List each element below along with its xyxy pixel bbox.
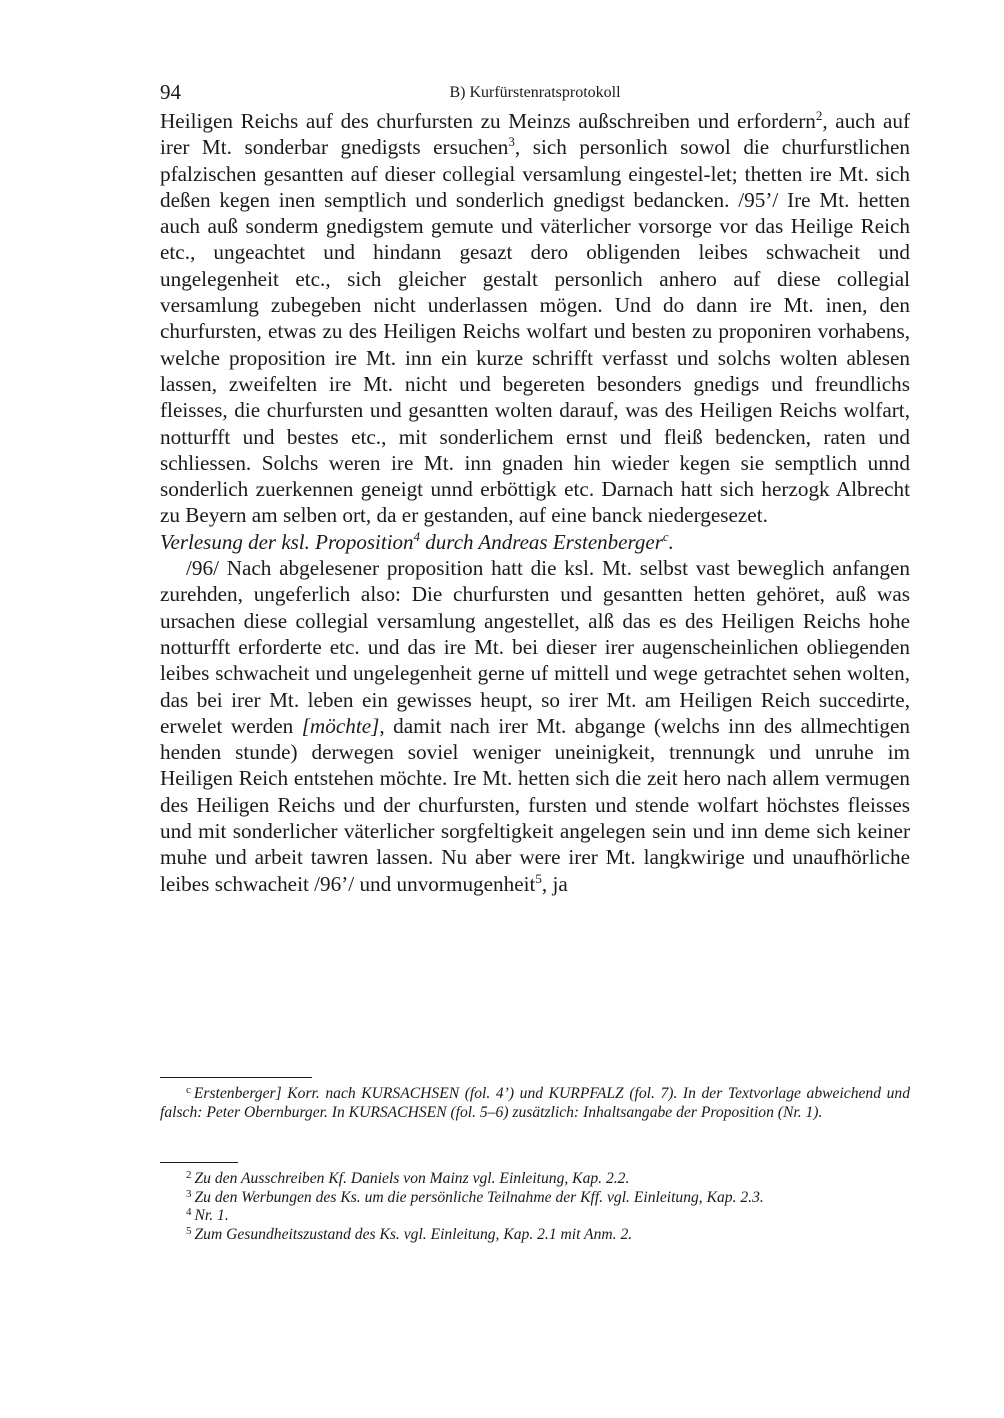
paragraph-1-text-a: Heiligen Reichs auf des churfursten zu Meinzs außschreiben und erfordern (160, 109, 816, 133)
critical-note-mark: c (186, 1084, 191, 1096)
main-text (160, 108, 910, 897)
paragraph-2 (160, 555, 910, 897)
page-header (160, 78, 910, 108)
footnote-mark: 4 (186, 1206, 192, 1219)
paragraph-1 (160, 108, 910, 529)
critical-note-ref-c: c (662, 528, 669, 544)
critical-apparatus (160, 1077, 910, 1122)
section-heading-text-c: . (668, 529, 674, 554)
footnote-ref-5: 5 (535, 870, 542, 886)
footnote-3 (186, 1189, 910, 1208)
running-head: B) Kurfürstenratsprotokoll (449, 84, 621, 101)
footnote-2 (186, 1170, 910, 1189)
footnote-text: Zum Gesundheitszustand des Ks. vgl. Einleitung, Kap. 2.1 mit Anm. 2. (194, 1226, 633, 1244)
footnote-4 (186, 1207, 910, 1226)
critical-note-text: Erstenberger] Korr. nach KURSACHSEN (fol. 4’) und KURPFALZ (fol. 7). In der Textvorlage abweichend und falsch: Peter Obernburger. In KURSACHSEN (fol. 5–6) zusätzlich: Inhaltsangabe der Proposition (Nr. 1). (160, 1085, 910, 1121)
editorial-insertion: [möchte] (301, 713, 380, 738)
section-heading (160, 529, 910, 555)
footnote-ref-2: 2 (815, 108, 823, 123)
critical-note-c (160, 1085, 910, 1122)
footnote-ref-4: 4 (413, 528, 421, 544)
footnote-5 (186, 1226, 910, 1245)
footnote-text: Zu den Werbungen des Ks. um die persönliche Teilnahme der Kff. vgl. Einleitung, Kap. 2.3. (194, 1188, 764, 1206)
footnotes (160, 1162, 910, 1245)
paragraph-2-text-b: , damit nach irer Mt. abgange (welchs inn des allmechtigen henden stunde) derwegen soviel weniger uneinigkeit, trennungk und unruhe im Heiligen Reich entstehen möchte. Ire Mt. hetten sich die zeit hero nach allem vermugen des Heiligen Reichs und der churfursten, fursten und stende wolfart höchstes fleisses und mit sonderlicher väterlicher sorgfeltigkeit angelegen sein und inn deme sich keiner muhe und arbeit tawren lassen. Nu aber were irer Mt. langkwirige und unaufhörliche leibes schwacheit /96’/ und unvormugenheit (160, 713, 910, 896)
section-heading-text-a: Verlesung der ksl. Proposition (160, 529, 414, 554)
paragraph-2-text-c: , ja (541, 871, 568, 896)
footnotes-rule (160, 1162, 238, 1163)
footnote-mark: 3 (186, 1187, 192, 1200)
section-heading-text-b: durch Andreas Erstenberger (420, 529, 663, 554)
footnote-text: Zu den Ausschreiben Kf. Daniels von Mainz vgl. Einleitung, Kap. 2.2. (194, 1170, 630, 1187)
footnote-text: Nr. 1. (194, 1207, 229, 1225)
paragraph-2-text-a: /96/ Nach abgelesener proposition hatt die ksl. Mt. selbst vast beweglich anfangen zurehden, ungeferlich also: Die churfursten und gesantten hetten gehöret, auß was ursachen diese collegial versamlung angestellet, alß das es des Heiligen Reichs hohe notturfft erforderte etc. und das ire Mt. bei dieser irer augenscheinlichen obliegenden leibes schwacheit und ungelegenheit gerne uf mittell und wege getrachtet sehen wolten, das bei irer Mt. leben ein gewisses heupt, so irer Mt. am Heiligen Reich succedirte, erwelet werden (160, 556, 910, 738)
paragraph-1-text-b: , auch auf irer Mt. sonderbar gnedigsts ersuchen (160, 109, 910, 160)
footnote-mark: 2 (186, 1169, 192, 1181)
page (160, 78, 910, 897)
footnote-mark: 5 (186, 1225, 192, 1238)
critical-apparatus-rule (160, 1077, 312, 1078)
footnote-ref-3: 3 (508, 134, 515, 150)
page-number: 94 (160, 80, 181, 104)
paragraph-1-text-c: , sich personlich sowol die churfurstlichen pfalzischen gesantten auf dieser collegial versamlung eingestel-let; thetten ire Mt. sich deßen kegen inen semptlich und sonderlich gnedigst bedancken. /95’/ Ire Mt. hetten auch auß sonderm gnedigstem gemute und väterlicher vorsorge vor das Heilige Reich etc., ungeachtet und hindann gesazt dero obligenden leibes schwacheit und ungelegenheit etc., sich gleicher gestalt personlich anhero auf diese collegial versamlung zubegeben nicht underlassen mögen. Und do dann ire Mt. inen, den churfursten, etwas zu des Heiligen Reichs wolfart und besten zu proponiren vorhabens, welche proposition ire Mt. inn ein kurze schrifft verfasst und solchs wolten ablesen lassen, zweifelten ire Mt. nicht und begereten besonders gnedigs und freundlichs fleisses, die churfursten und gesantten wolten darauf, was des Heiligen Reichs wolfart, notturfft und bestes etc., mit sonderlichem ernst und fleiß bedencken, raten und schliessen. Solchs weren ire Mt. inn gnaden hin wieder kegen sie semptlich unnd sonderlich zuerkennen geneigt unnd erböttigk etc. Darnach hatt sich herzogk Albrecht zu Beyern am selben ort, da er gestanden, auf eine banck niedergesezet. (160, 135, 910, 528)
